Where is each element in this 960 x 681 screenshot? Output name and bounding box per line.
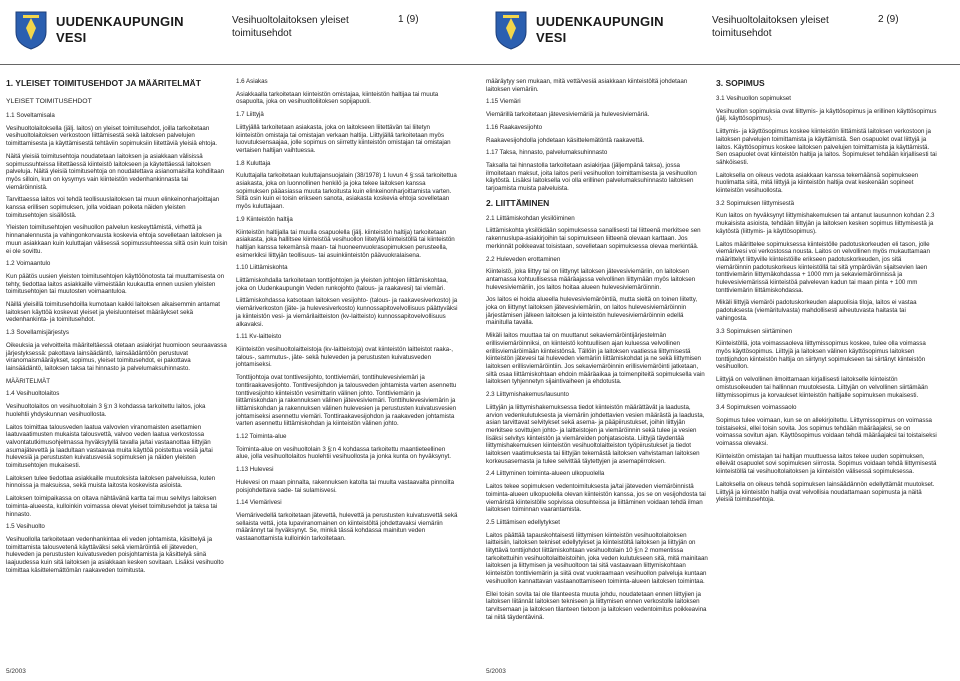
paragraph: Viemärillä tarkoitetaan jätevesiviemäriä ja hulevesiviemäriä. — [486, 111, 650, 119]
paragraph: määräytyy sen mukaan, mitä vettä/vesiä asiakkaan kiinteistöltä johdetaan laitoksen viemäriin. — [486, 78, 688, 93]
paragraph: Liittyjä on velvollinen ilmoittamaan kirjallisesti laitokselle kiinteistön omistusoikeuden tai hallinnan muutoksesta. Liittyjän on velvollinen siirtämään liittymissopimus ja korvaukset kiinteistön haltijalle sopimuksen mukaisesti. — [716, 376, 928, 399]
page-number: 1 (9) — [398, 14, 419, 25]
column-2 — [716, 78, 938, 509]
paragraph: Vesihuollon sopimuksia ovat liittymis- ja käyttösopimus ja erillinen käyttösopimus (jälj. käyttösopimus). — [716, 107, 937, 123]
subheading: MÄÄRITELMÄT — [6, 377, 51, 385]
crest-logo-icon — [14, 10, 48, 50]
section-title: 1.4 Vesihuoltolaitos — [6, 390, 60, 398]
section-title: 1.15 Viemäri — [486, 98, 521, 106]
paragraph: Vesihuoltolaitos on vesihuoltolain 3 §:n 3 kohdassa tarkoitettu laitos, joka huolehtii yhdyskunnan vesihuollosta. — [6, 403, 206, 418]
paragraph: Yleisten toimitusehtojen vesihuollon palvelun keskeyttämistä, virhettä ja hinnanalennusta ja vahingonkorvausta koskevia ehtoja sovelletaan laitoksen ja muun asiakkaan kuin kuluttajan välisessä sopimussuhteessa siltä osin kuin toisin ei ole sovittu. — [6, 224, 228, 255]
section-title: 3.1 Vesihuollon sopimukset — [716, 95, 791, 102]
header-divider — [480, 64, 960, 65]
section-title: 2.5 Liittämisen edellytykset — [486, 518, 560, 526]
section-title: 1.17 Taksa, hinnasto, palvelumaksuhinnasto — [486, 149, 608, 157]
brand-line-2: VESI — [56, 30, 87, 45]
paragraph: Vesihuollolla tarkoitetaan vedenhankintaa eli veden johtamista, käsittelyä ja toimittamista talousvetenä käyttäväksi sekä viemäröintiä eli jäteveden, huleveden ja perustusten kuivatusveden poisjohtamista ja käsittelyä siinä laajuudessa kuin sitä laitoksen ja asiakkaan kesken sovitaan. Lisäksi vesihuolto toimittaa käsittelemättömän raakaveden toimitusta. — [6, 535, 224, 574]
page-footer: 5/2003 — [6, 668, 26, 675]
section-title: 1.14 Viemärivesi — [236, 499, 282, 507]
document-title — [712, 14, 829, 40]
paragraph: Kun päätös uusien yleisten toimitusehtojen käyttöönotosta tai muuttamisesta on tehty, tiedottaa laitos asiakkaille viimeistään kuukautta ennen uusien yleisten toimitusehtojen tai muutosten voimaantuloa. — [6, 272, 225, 296]
paragraph: Mikäli laitos muuttaa tai on muuttanut sekaviemäröintijärjestelmän erillisviemäröinniksi, on kiinteistö kohtuullisen ajan kuluessa velvollinen erillisviemäröimään kiinteistönsä. Tällöin ja laitoksen vaatiessa liittymisestä kiinteistön jätevesi tai huleveden viemäriin liittämiskohdat ja ne sekä liittymisen laitoksen erillisviemäröintiin. Jos sekaviemäröinnin erillisviemäröinti jatketaan, siltä osaa liittämiskohtaan ehdoin määräaikaa ja toimenpiteitä sopimuksella vain laitoksen tyhjennetyn sijaintivaiheen ja ehdotusta. — [486, 332, 705, 386]
paragraph: Jos laitos ei hoida alueella hulevesiviemäröintiä, muttа sieltä on toinen liitetty, joka on liittynyt laitoksen jätevesiviemäriin, on laitos hulevesiviemäröinnin järjestämisen jälkeen laitoksen ja kiinteistön hulevesiviemäröinnin edellä mainitulla tavalla. — [486, 296, 698, 327]
paragraph: Vesihuoltolaitoksella (jälj. laitos) on yleiset toimitusehdot, joilla tarkoitetaan vesihuoltolaitoksen verkostoon liittämisestä sekä laitoksen palvelujen toimittamisesta ja käyttämisestä tehtäviin sopimuksiin liitettäviä yleisiä ehtoja. — [6, 124, 218, 148]
document-title — [232, 14, 349, 40]
section-heading: 1. YLEISET TOIMITUSEHDOT JA MÄÄRITELMÄT — [6, 78, 201, 88]
paragraph: Kiinteistö, joka liittyy tai on liittynyt laitoksen jätevesiviemäriin, on laitoksen antamassa kohtuullisessa määräajassa velvollinen liittymään myös laitoksen hulevesiviemäriin, jos laitos hoitaa alueen hulevesiviemäröinnin. — [486, 268, 696, 291]
subheading: YLEISET TOIMITUSEHDOT — [6, 98, 92, 105]
section-title: 1.1 Soveltamisala — [6, 112, 55, 119]
brand-line-2: VESI — [536, 30, 567, 45]
paragraph: Laitoksen tulee tiedottaa asiakkaille muutoksista laitoksen palveluissa, kuten hinnoissa ja maksuissa, sekä muista laitosta koskevista asioista. — [6, 474, 216, 490]
brand-line-1: UUDENKAUPUNGIN — [56, 14, 184, 29]
page-2 — [480, 0, 960, 681]
brand-line-1: UUDENKAUPUNGIN — [536, 14, 664, 29]
crest-logo-icon — [494, 10, 528, 50]
section-title: 1.6 Asiakas — [236, 78, 268, 85]
paragraph: Mikäli liittyjä viemäröi padotuskorkeuden alapuolisia tiloja, laitos ei vastaa padotuksesta (viemäritulvasta) mahdollisesti aiheutuvasta haitasta tai vahingosta. — [716, 299, 917, 322]
paragraph: Kiinteistön omistajan tai haltijan muuttuessa laitos tekee uuden sopimuksen, elleivät osapuolet sovi sopimuksen siirrosta. Sopimus voidaan tehdä liittymisestä kiinteistöllä tai vesihuoltolaitoksen ja kiinteistön välisessä sopimuksessa. — [716, 452, 937, 476]
paragraph: Laitoksella on oikeus vedota asiakkaan kanssa tekemäänsä sopimukseen huolimatta siitä, mitä liittyjä ja kiinteistön haltija ovat keskenään sopineet kiinteistön vesihuollosta. — [716, 171, 919, 195]
section-title: 1.11 Kv-laitteisto — [236, 333, 282, 341]
section-title: 1.8 Kuluttaja — [236, 159, 271, 167]
paragraph: Sopimus tulee voimaan, kun se on allekirjoitettu. Liittymissopimus on voimassa toistaiseksi, ellei toisin sovita. Jos sopimus tehdään määräajaksi, se on voimassa sovitun ajan. Käyttösopimus voidaan tehdä määräajaksi tai toistaiseksi voimassa olevaksi. — [716, 416, 937, 448]
section-title: 1.16 Raakavesijohto — [486, 123, 543, 131]
section-heading: 2. LIITTÄMINEN — [486, 197, 550, 208]
section-title: 1.13 Hulevesi — [236, 466, 274, 474]
section-title: 1.3 Sovellamisjärjestys — [6, 329, 69, 337]
paragraph: Tarvittaessa laitos voi tehdä teollisuuslaitoksen tai muun elinkeinonharjoittajan kanssa erillisen sopimuksen, jolla voidaan poiketa näiden yleisten toimitusehtojen sisällöstä. — [6, 196, 220, 219]
paragraph: Liittämiskohdalla tarkoitetaan tonttijohtojen ja yleisten johtojen liittämiskohtaa, joka on Uudenkaupungin Veden runkojohto (talous- ja raakavesi) tai viemäri. — [236, 277, 448, 292]
document-title-line-2: toimitusehdot — [712, 28, 772, 39]
paragraph: Näillä yleisillä toimitusehdoilla kumotaan kaikki laitoksen aikaisemmin antamat laitoksen käyttöä koskevat yleiset ja yleisluonteiset määräykset sekä vedenhankinta- ja toimitusehdot. — [6, 301, 220, 324]
paragraph: Hulevesi on maan pinnalta, rakennuksen katolta tai muulta vastaavalta pinnoilta poisjohdettava sade- tai sulamisvesi. — [236, 478, 455, 494]
paragraph: Viemärivedellä tarkoitetaan jätevettä, hulevettä ja perustusten kuivatusvettä sekä sellaista vettä, jota lupaviranomainen on kiinteistöltä johdettavaksi viemäriin määrännyt tai hyväksynyt. Se, minkä tässä kohdassa mainitun veden vastaanottamista kulloinkin tarkoitetaan. — [236, 511, 458, 543]
section-title: 1.9 Kiinteistön haltija — [236, 215, 293, 223]
paragraph: Ellei toisin sovita tai ole tilanteesta muuta johdu, noudatetaan ennen liittyjien ja laitoksen liitännät laitoksen tekniseen ja liittymisen ennen verkostolle laitoksen tarvitsemaan ja laitoksen tilanteen tietoon ja laitoksen vedentoimitus poikkeavina tai niitä täydentävinä. — [486, 590, 707, 621]
section-title: 2.3 Liittymishakemus/lausunto — [486, 391, 569, 399]
document-title-line-2: toimitusehdot — [232, 28, 292, 39]
column-1 — [6, 78, 228, 579]
paragraph: Kuluttajalla tarkoitetaan kuluttajansuojalain (38/1978) 1 luvun 4 §:ssä tarkoitettua asiakasta, joka on luonnollinen henkilö ja joka tekee laitoksen kanssa sopimuksen pääasiassa muuta tarkoitusta kuin elinkeinonharjoittamista varten. Siltä osin kuin ei toisin erikseen sanota, asiakasta koskevia ehtoja sovelletaan myös kuluttajaan. — [236, 172, 457, 211]
brand-name — [536, 14, 664, 46]
column-2 — [236, 78, 458, 548]
section-title: 1.12 Toiminta-alue — [236, 433, 287, 441]
section-title: 3.4 Sopimuksen voimassaolo — [716, 404, 797, 412]
paragraph: Kiinteistöllä, jota voimassaoleva liittymissopimus koskee, tulee olla voimassa myös käyttösopimus. Liittyjä ja laitoksen välinen käyttösopimus laitoksen tonttijohdon kiinteistön haltija on siirtynyt sopimukseen tai siirtänyt kiinteistön vesihuollon. — [716, 340, 926, 371]
paragraph: Taksalla tai hinnastolla tarkoitetaan asiakirjaa (jäljempänä taksa), jossa ilmoitetaan maksut, joita laitos perii vesihuollon toimittamisesta ja vesihuollon käytöstä. Lisäksi laitoksella voi olla erillinen palvelumaksuhinnasto laitoksen tarjoamista muista palveluista. — [486, 161, 697, 193]
section-title: 1.7 Liittyjä — [236, 111, 264, 119]
paragraph: Tonttijohtoja ovat tonttivesijohto, tonttiviemäri, tonttihulevesiviemäri ja tonttiraakavesijohto. Tonttivesijohdon ja talousveden johtamista varten asennettu tonttivesijohto kiinteistön vesimittarin välinen johto. Tonttiviemärin ja liittämiskohdan ja rakennuksen välinen jätevesiviemäri. Tonttihulevesiviemärin ja liittämiskohdan ja rakennuksen välinen hulevesien ja perustusten kuivatusvesien johtamiseksi asennettu viemäri. Tonttiraakavesijohdon ja raakaveden johtamista varten asennettu liittämiskohdan ja kiinteistön välinen johto. — [236, 374, 457, 428]
paragraph: Laitos määrittelee sopimuksessa kiinteistölle padotuskorkeuden eli tason, jolle viemärivesi voi verkostossa nousta. Laitos on velvollinen myös mukauttamaan määrittelyt liittyville kiinteistöille erikseen padotuskorkeuden, jos sitä viemäröinnin padotuskorkeus kiinteistöllä tai sitä ympäröivän sijaitsevien laen tonttiviemärin liittymäkohdassa + 1000 mm ja sekaviemäröinnissä ja hulevesiviemärissä kiinteistöä palvelevan kadun tai maan pinta + 100 mm tonttiviemärin liittämiskohdassa. — [716, 240, 930, 294]
section-title: 3.2 Sopimuksen liittymisestä — [716, 199, 795, 207]
paragraph: Toiminta-alue on vesihuoltolain 3 §:n 4 kohdassa tarkoitettu maantieteellinen alue, jolla vesihuoltolaitos huolehtii vesihuollosta ja jonka kunta on hyväksynyt. — [236, 445, 451, 461]
paragraph: Näitä yleisiä toimitusehtoja noudatetaan laitoksen ja asiakkaan välisissä sopimussuhteissa liitettäessä kiinteistö laitokseen ja käytettäessä laitoksen palveluja. Näitä yleisiä toimitusehtoja on noudatettava asianomaisilta kohdiltaan myös silloin, kun on kysymys vain kiinteistön vedenhankinnasta tai viemäröinnistä. — [6, 152, 225, 191]
paragraph: Raakavesijohdolla johdetaan käsittelemätöntä raakavettä. — [486, 136, 645, 144]
paragraph: Laitos päättää tapauskohtaisesti liittymisen kiinteistön vesihuoltolaitoksen laitteisiin, laitoksen tekniset edellytykset ja kiinteistöltä laitoksen ja liittyjän on liityttävä tonttijohdot liittämiskohtaan vesihuoltolain 10 §:n 2 momentissa tarkoitettuihin vesihuoltolaitteistoihin, joka veden kulutukseen sitä, mitä mainitaan laitoksen ja liittymisen ja vesihuoltoon tai sitä vastaavaan liittymiskohtaan kiinteistön tonttiviemärin ja siitä ovat vuokraamaan vesihuollon palveluja kuntaan vesihuollon kannattavan vastaanottamiseen toiminta-alueen laitoksen toimintaa. — [486, 531, 708, 585]
paragraph: Laitoksen toimipaikassa on oltava nähtävänä kartta tai muu selvitys laitoksen toiminta-alueesta, kulloinkin voimassa olevat yleiset toimitusehdot ja taksa tai hinnasto. — [6, 495, 218, 518]
section-title: 2.2 Huleveden erottaminen — [486, 255, 561, 263]
paragraph: Asiakkaalla tarkoitetaan kiinteistön omistajaa, kiinteistön haltijaa tai muuta osapuolta, joka on vesihuoltoliitoksen sopijapuoli. — [236, 90, 439, 106]
document-title-line-1: Vesihuoltolaitoksen yleiset — [232, 15, 349, 26]
section-heading: 3. SOPIMUS — [716, 78, 765, 88]
document-title-line-1: Vesihuoltolaitoksen yleiset — [712, 15, 829, 26]
paragraph: Laitos tekee sopimuksen vedentoimituksesta ja/tai jäteveden viemäröinnistä toiminta-alueen ulkopuolella olevan kiinteistön kanssa, jos se on vesijohdosta tai viemäristä kiinteistölle sopivissa olosuhteissa ja liittäminen voidaan tehdä ilman laitoksen toiminnan vaarantamista. — [486, 483, 706, 514]
page-header — [480, 0, 960, 62]
paragraph: Liittämiskohta yksilöidään sopimuksessa sanallisesti tai liitteenä merkitsee sen rakennuslupa-asiakirjoihin tai sopimukseen liitteenä olevaan karttaan. Jos merkinnät poikkeavat toisistaan, sovelletaan sopimuksessa olevaa merkintää. — [486, 227, 701, 250]
paragraph: Kiinteistön haltijalla tai muulla osapuolella (jälj. kiinteistön haltija) tarkoitetaan asiakasta, joka hallitsee kiinteistöä vesihuollon liitetyllä kiinteistöllä tai kiinteistön haltijan kanssa tekemänsä maan- tai huoneenvuokrasopimuksen perusteella, esimerkiksi liittyjän teollisuus- tai asuinkiinteistön päävuokralaisena. — [236, 228, 455, 259]
section-title: 3.3 Sopimuksen siirtäminen — [716, 327, 793, 335]
section-title: 1.5 Vesihuolto — [6, 523, 45, 531]
section-title: 1.10 Liittämiskohta — [236, 264, 288, 272]
page-header — [0, 0, 480, 62]
column-1 — [486, 78, 708, 626]
paragraph: Kiinteistön vesihuoltolaitteistoja (kv-laitteistoja) ovat kiinteistön laitteistot raaka-, talous-, sammutus-, jäte- sekä huleveden ja perustusten kuivatusveden johtamiseksi. — [236, 345, 454, 369]
paragraph: Kun laitos on hyväksynyt liittymishakemuksen tai antanut lausunnon kohdan 2.3 mukaisista asioista, tehdään liittyjän ja laitoksen kesken sopimus liittymisestä ja käytöstä (liittymis- ja käyttösopimus). — [716, 212, 935, 235]
header-divider — [0, 64, 480, 65]
paragraph: Liittyjän ja liittymishakemuksessa tiedot kiinteistön määrättävät ja laadusta, arvion vedenkulutuksesta ja viemäriin johdettavien vesien määrästä ja laadusta, asian tarvittavat selvitykset sekä asema- ja pääpiirustukset, joihin liittyjän merkitsee sovittujen johto- ja laitteistojen ja viemäröinnin sekä tulee ja vesien lisäksi selvitys kiinteistön ja viemäreiden pohjatasoista. Liittyjä täydentää liittymishakemuksen kiinteistön vesihuoltolaitteiston työpiirustukset ja tiedot laitoksen vaatimuksesta tai liittyjän tekemästä laitoksen vahvistaman laitoksen korkeusasemasta ja tulee selvittää täytettyjen ja asemapiirroksen. — [486, 403, 705, 465]
paragraph: Liittymis- ja käyttösopimus koskee kiinteistön liittämistä laitoksen verkostoon ja laitoksen palvelujen toimittamista ja käyttämistä. Sen osapuolet ovat liittyjä ja laitos. Käyttösopimus koskee laitoksen palvelujen toimittamista ja käyttämistä. Sen osapuolet ovat kiinteistön haltija ja laitos. Sopimukset tehdään kirjallisesti tai sähköisesti. — [716, 128, 937, 166]
paragraph: Laitoksella on oikeus tehdä sopimuksen lainsäädännön edellyttämät muutokset. Liittyjä ja kiinteistön haltija ovat velvollisia noudattamaan sopimusta ja näitä yleisiä toimitusehtoja. — [716, 480, 935, 504]
paragraph: Oikeuksia ja velvoitteita määriteltäessä otetaan asiakirjat huomioon seuraavassa järjestyksessä: pakottava lainsäädäntö, lainsäädäntöön perustuvat viranomaismääräykset, sopimus, yleiset toimitusehdot, ei pakottava lainsäädäntö, laitoksen taksa tai hinnasto ja palvelumaksuhinnasto. — [6, 341, 227, 372]
section-title: 1.2 Voimaantulo — [6, 260, 51, 268]
paragraph: Liittämiskohdassa katsotaan laitoksen vesijohto- (talous- ja raakavesiverkosto) ja viemäriverkoston (jäte- ja hulevesiverkosto) kunnossapitovelvollisuus päättyväksi ja kiinteistön vesi- ja viemärilaitteiston (kv-laitteisto) kunnossapitovelvollisuus alkavaksi. — [236, 297, 458, 328]
section-title: 2.4 Liittyminen toiminta-alueen ulkopuolella — [486, 470, 605, 478]
brand-name — [56, 14, 184, 46]
page-number: 2 (9) — [878, 14, 899, 25]
paragraph: Laitos toimittaa talousveden laatua valvovien viranomaisten asettamien laatuvaatimusten mukaista talousvettä, valvoo veden laatua verkostossa valvontatutkimusohjelmassa hyväksytyllä tavalla ja/tai vastaanottaa liittyjän asumajätevettä ja laadultaan vastaavaa muita käyttöä poistettua vesiä ja/tai hulevesiä ja perustusten kuivatusvesiä sopimuksen ja näiden yleisten toimitusehtojen mukaisesti. — [6, 423, 213, 470]
paragraph: Liittyjällä tarkoitetaan asiakasta, joka on laitokseen liitettävän tai liitetyn kiinteistön omistaja tai omistajan verkaan haltija. Liittyjällä tarkoitetaan myös luovutuksensaajaa, jolle sopimus on siirretty kiinteistön omistajan tai omistajan vertaisen haltijan vaihtuessa. — [236, 123, 451, 154]
section-title: 2.1 Liittämiskohdan yksilöiminen — [486, 214, 575, 222]
page-footer: 5/2003 — [486, 668, 506, 675]
